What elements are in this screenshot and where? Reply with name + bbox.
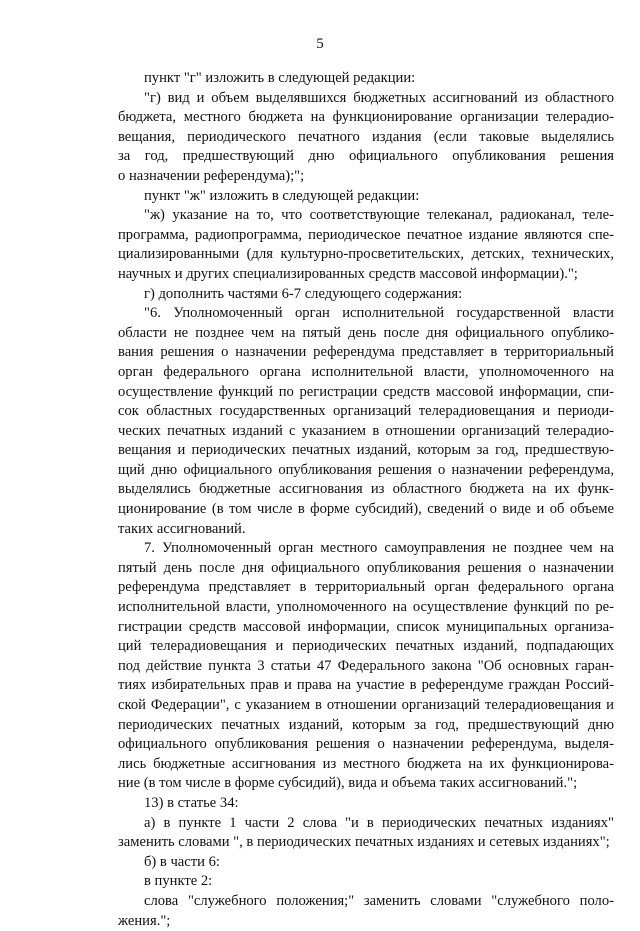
text-line: ской Федерации", с указанием в отношении организаций телерадиовещания и xyxy=(118,697,614,713)
text-line: периодических печатных изданий, которым за год, предшествующий дню xyxy=(118,716,614,733)
text-line: о назначении референдума);"; xyxy=(118,167,305,184)
text-line: щий дню официального опубликования решения о назначении референдума, xyxy=(118,461,614,478)
text-line: научных и других специализированных средств массовой информации)."; xyxy=(118,265,578,282)
text-line: в пункте 2: xyxy=(144,873,213,890)
text-line: ций телерадиовещания и периодических печатных изданий, подпадающих xyxy=(118,638,614,655)
text-line: "ж) указание на то, что соответствующие телеканал, радиоканал, теле- xyxy=(144,207,614,224)
text-line: орган федерального органа исполнительной власти, уполномоченного на xyxy=(118,363,614,380)
text-line: выделялись бюджетные ассигнования из областного бюджета на их функ- xyxy=(118,481,614,498)
text-line: гистрации средств массовой информации, список муниципальных организа- xyxy=(118,618,614,635)
paragraph xyxy=(118,187,614,207)
text-line: вещания и периодических печатных изданий, которым за год, предшествую- xyxy=(118,442,614,459)
text-line: пункт "ж" изложить в следующей редакции: xyxy=(144,187,420,204)
paragraph xyxy=(118,794,614,814)
text-line: под действие пункта 3 статьи 47 Федерального закона "Об основных гаран- xyxy=(118,657,614,674)
paragraph xyxy=(118,853,614,873)
text-line: ческих печатных изданий с указанием в отношении организаций телерадио- xyxy=(118,422,614,439)
text-line: за год, предшествующий дню официального опубликования решения xyxy=(118,148,614,165)
text-line: пункт "г" изложить в следующей редакции: xyxy=(144,70,416,86)
text-line: б) в части 6: xyxy=(144,853,220,870)
paragraph xyxy=(118,285,614,305)
paragraph xyxy=(118,206,614,284)
text-line: сок областных государственных организаций телерадиовещания и периоди- xyxy=(118,403,614,420)
paragraph xyxy=(118,872,614,892)
text-line: г) дополнить частями 6-7 следующего содержания: xyxy=(144,285,463,302)
text-line: заменить словами ", в периодических печатных изданиях и сетевых изданиях"; xyxy=(118,834,610,851)
text-line: ционирование (в том числе в форме субсидий), сведений о виде и об объеме xyxy=(118,501,614,518)
text-line: таких ассигнований. xyxy=(118,520,246,537)
paragraph xyxy=(118,814,614,853)
text-line: осуществление функций по регистрации средств массовой информации, спи- xyxy=(118,383,614,400)
text-line: тиях избирательных прав и права на участие в референдуме граждан Россий- xyxy=(118,677,614,694)
paragraph xyxy=(118,69,614,89)
paragraph xyxy=(118,89,614,187)
paragraph xyxy=(118,539,614,794)
text-line: официального опубликования решения о назначении референдума, выделя- xyxy=(118,736,614,753)
text-line: 7. Уполномоченный орган местного самоуправления не позднее чем на xyxy=(144,540,614,557)
text-line: вещания, периодического печатного издания (если таковые выделялись xyxy=(118,128,614,145)
text-line: 13) в статье 34: xyxy=(144,794,239,811)
text-line: слова "служебного положения;" заменить словами "служебного поло- xyxy=(144,892,614,909)
document-body xyxy=(118,69,614,931)
text-line: лись бюджетные ассигнования из местного бюджета на их функционирова- xyxy=(118,755,614,772)
text-line: программа, радиопрограмма, периодическое печатное издание являются спе- xyxy=(118,226,614,243)
text-line: бюджета, местного бюджета на функционирование организации телерадио- xyxy=(118,109,614,126)
text-line: жения."; xyxy=(118,912,171,929)
text-line: "6. Уполномоченный орган исполнительной государственной власти xyxy=(144,305,614,322)
text-line: циализированными (для культурно-просветительских, детских, технических, xyxy=(118,246,614,263)
text-line: референдума представляет в территориальный орган федерального органа xyxy=(118,579,614,596)
page-number: 5 xyxy=(316,36,324,52)
text-line: "г) вид и объем выделявшихся бюджетных ассигнований из областного xyxy=(144,89,614,106)
text-line: вания решения о назначении референдума представляет в территориальный xyxy=(118,344,614,361)
paragraph xyxy=(118,892,614,931)
text-line: ние (в том числе в форме субсидий), вида и объема таких ассигнований."; xyxy=(118,775,578,792)
text-line: а) в пункте 1 части 2 слова "и в периодических печатных изданиях" xyxy=(144,814,614,831)
text-line: области не позднее чем на пятый день после дня официального опублико- xyxy=(118,324,614,341)
paragraph xyxy=(118,304,614,539)
text-line: пятый день после дня официального опубликования решения о назначении xyxy=(118,559,614,576)
text-line: исполнительной власти, уполномоченного на осуществление функций по ре- xyxy=(118,599,614,616)
